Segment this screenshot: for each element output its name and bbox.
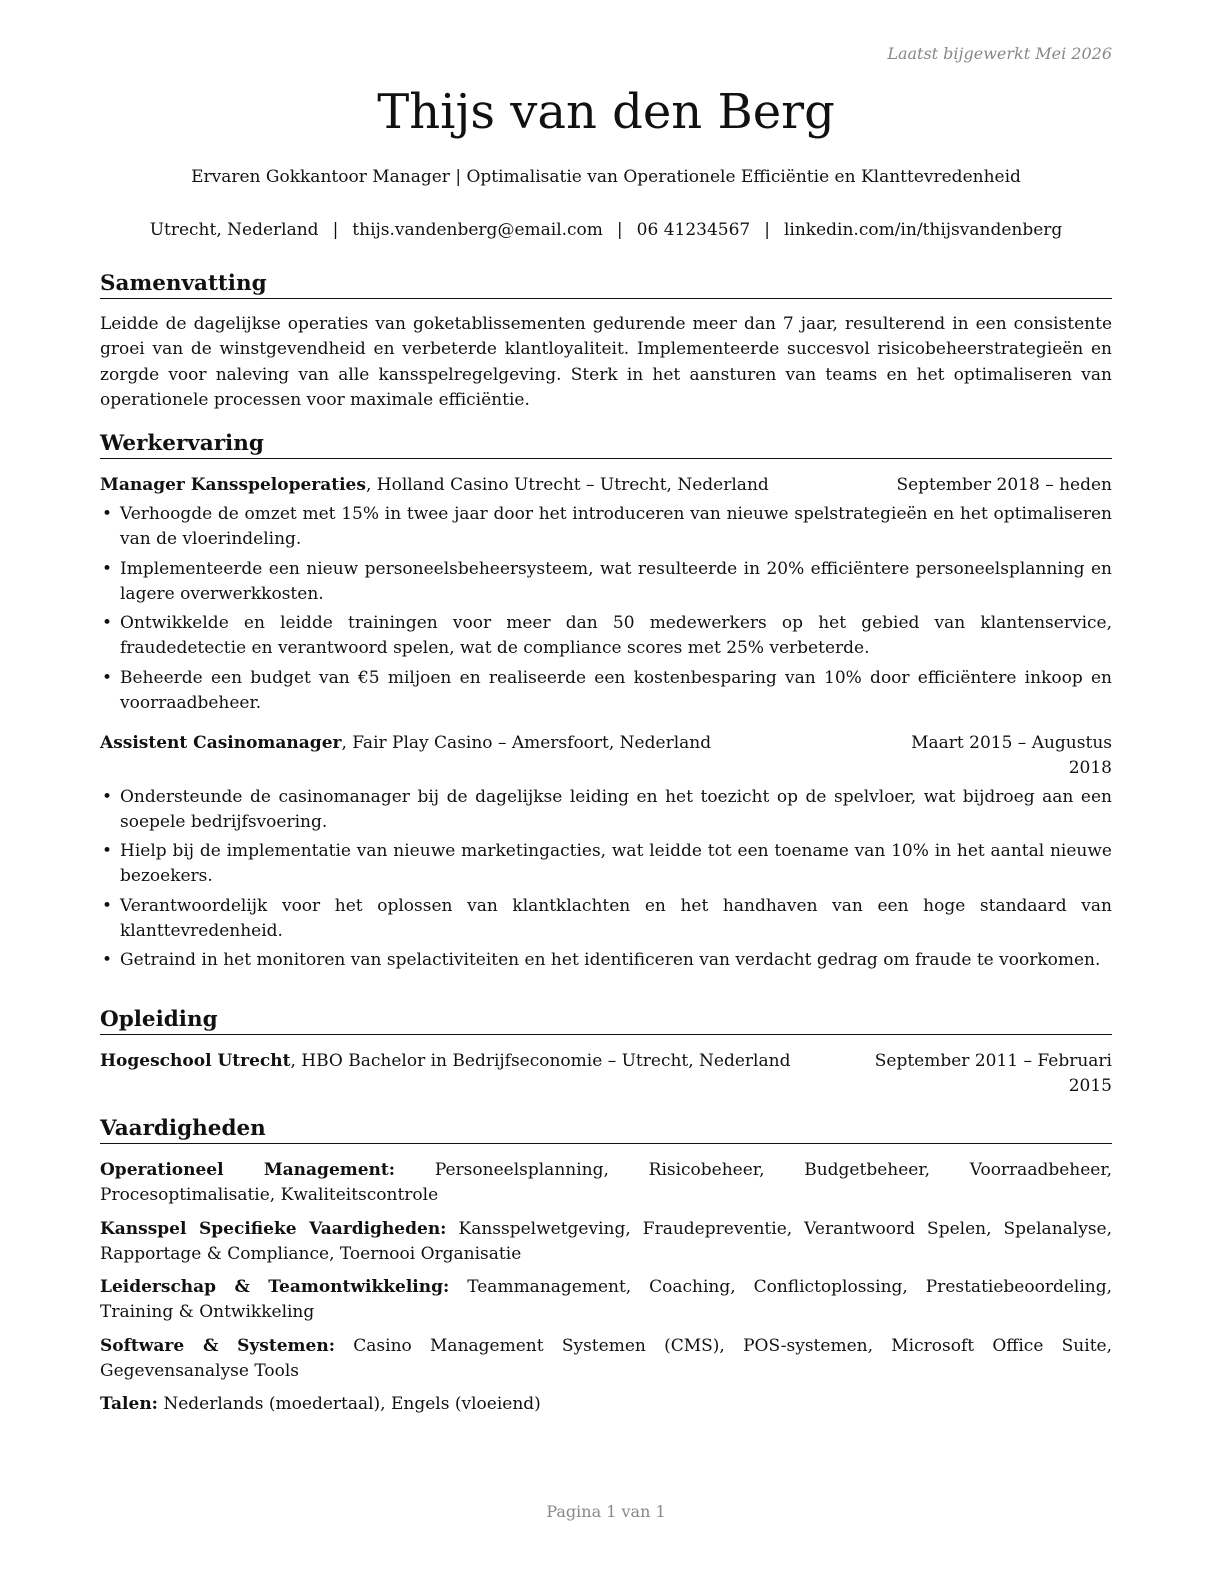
section-title-skills: Vaardigheden: [100, 1115, 1112, 1144]
job-bullets: [100, 785, 1112, 974]
job-org: , Holland Casino Utrecht – Utrecht, Nederland: [365, 475, 769, 495]
page-number: Pagina 1 van 1: [546, 1502, 666, 1521]
section-title-education: Opleiding: [100, 1006, 1112, 1035]
education-dates: September 2011 – Februari 2015: [874, 1051, 1112, 1096]
skill-group: [100, 1275, 1112, 1325]
contact-separator: |: [332, 220, 339, 240]
skill-values: Nederlands (moedertaal), Engels (vloeiend): [157, 1394, 541, 1414]
experience-section: [100, 430, 1112, 978]
education-detail: , HBO Bachelor in Bedrijfseconomie – Utrecht, Nederland: [290, 1051, 791, 1071]
skill-values: Personeelsplanning, Risicobeheer, Budgetbeheer, Voorraadbeheer, Procesoptimalisatie, Kwaliteitscontrole: [100, 1160, 1113, 1205]
job-entry: [100, 473, 1112, 716]
job-bullets: [100, 502, 1112, 716]
contact-separator: |: [764, 220, 770, 240]
contact-linkedin[interactable]: linkedin.com/in/thijsvandenberg: [783, 220, 1063, 240]
job-role: Assistent Casinomanager: [100, 732, 342, 753]
skill-group: [100, 1334, 1112, 1384]
bullet-item: • Getraind in het monitoren van spelactiviteiten en het identificeren van verdacht gedrag om fraude te voorkomen.: [100, 948, 1112, 973]
skill-values: Kansspelwetgeving, Fraudepreventie, Verantwoord Spelen, Spelanalyse, Rapportage & Compliance, Toernooi Organisatie: [100, 1218, 1113, 1264]
summary-text: Leidde de dagelijkse operaties van goketablissementen gedurende meer dan 7 jaar, resulterend in een consistente groei van de winstgevendheid en verbeterde klantloyaliteit. Implementeerde succesvol risicobeheerstrategieën en zorgde voor naleving van alle kansspelregelgeving. Sterk in het aansturen van teams en het optimaliseren van operationele processen voor maximale efficiëntie.: [100, 314, 1112, 410]
skill-label: Kansspel Specifieke Vaardigheden:: [100, 1218, 447, 1239]
skill-label: Leiderschap & Teamontwikkeling:: [100, 1277, 450, 1297]
job-entry: [100, 731, 1112, 974]
last-updated: Laatst bijgewerkt Mei 2026: [887, 44, 1112, 63]
bullet-item: • Hielp bij de implementatie van nieuwe marketingacties, wat leidde tot een toename van 10% in het aantal nieuwe bezoekers.: [100, 839, 1112, 889]
job-dates: Maart 2015 – Augustus 2018: [911, 732, 1112, 778]
bullet-item: • Beheerde een budget van €5 miljoen en realiseerde een kostenbesparing van 10% door efficiëntere inkoop en voorraadbeheer.: [100, 666, 1112, 716]
skills-section: [100, 1115, 1112, 1426]
contact-line: [100, 220, 1112, 240]
contact-email[interactable]: thijs.vandenberg@email.com: [352, 220, 603, 240]
education-entry: [100, 1049, 1112, 1099]
contact-phone: 06 41234567: [636, 220, 751, 240]
summary-section: [100, 270, 1112, 413]
skill-label: Talen:: [100, 1394, 158, 1414]
skill-label: Operationeel Management:: [100, 1160, 396, 1180]
skill-group: [100, 1158, 1112, 1208]
bullet-item: • Verhoogde de omzet met 15% in twee jaar door het introduceren van nieuwe spelstrategieën en het optimaliseren van de vloerindeling.: [100, 502, 1112, 552]
section-title-experience: Werkervaring: [100, 430, 1112, 459]
job-header: [100, 731, 1112, 781]
skill-group: [100, 1392, 1112, 1417]
resume-page: [100, 0, 1112, 1584]
contact-separator: |: [616, 220, 623, 240]
section-title-summary: Samenvatting: [100, 270, 1112, 299]
skills-list: [100, 1158, 1112, 1417]
bullet-item: • Verantwoordelijk voor het oplossen van klantklachten en het handhaven van een hoge standaard van klanttevredenheid.: [100, 894, 1112, 944]
skill-values: Casino Management Systemen (CMS), POS-systemen, Microsoft Office Suite, Gegevensanalyse Tools: [100, 1335, 1112, 1381]
education-school: Hogeschool Utrecht: [100, 1051, 291, 1071]
job-dates: September 2018 – heden: [896, 475, 1112, 495]
job-org: , Fair Play Casino – Amersfoort, Nederland: [341, 732, 712, 753]
skill-group: [100, 1217, 1112, 1267]
bullet-item: • Ondersteunde de casinomanager bij de dagelijkse leiding en het toezicht op de spelvloer, wat bijdroeg aan een soepele bedrijfsvoering.: [100, 785, 1112, 835]
tagline: Ervaren Gokkantoor Manager | Optimalisatie van Operationele Efficiëntie en Klanttevredenheid: [191, 167, 1021, 187]
job-role: Manager Kansspeloperaties: [100, 475, 366, 495]
skill-values: Teammanagement, Coaching, Conflictoplossing, Prestatiebeoordeling, Training & Ontwikkeling: [100, 1277, 1112, 1322]
bullet-item: • Implementeerde een nieuw personeelsbeheersysteem, wat resulteerde in 20% efficiëntere personeelsplanning en lagere overwerkkosten.: [100, 557, 1112, 607]
education-section: [100, 1006, 1112, 1099]
candidate-name: Thijs van den Berg: [377, 84, 835, 140]
job-header: [100, 473, 1112, 498]
contact-location: Utrecht, Nederland: [149, 220, 319, 240]
bullet-item: • Ontwikkelde en leidde trainingen voor meer dan 50 medewerkers op het gebied van klantenservice, fraudedetectie en verantwoord spelen, wat de compliance scores met 25% verbeterde.: [100, 611, 1112, 661]
skill-label: Software & Systemen:: [100, 1335, 335, 1356]
